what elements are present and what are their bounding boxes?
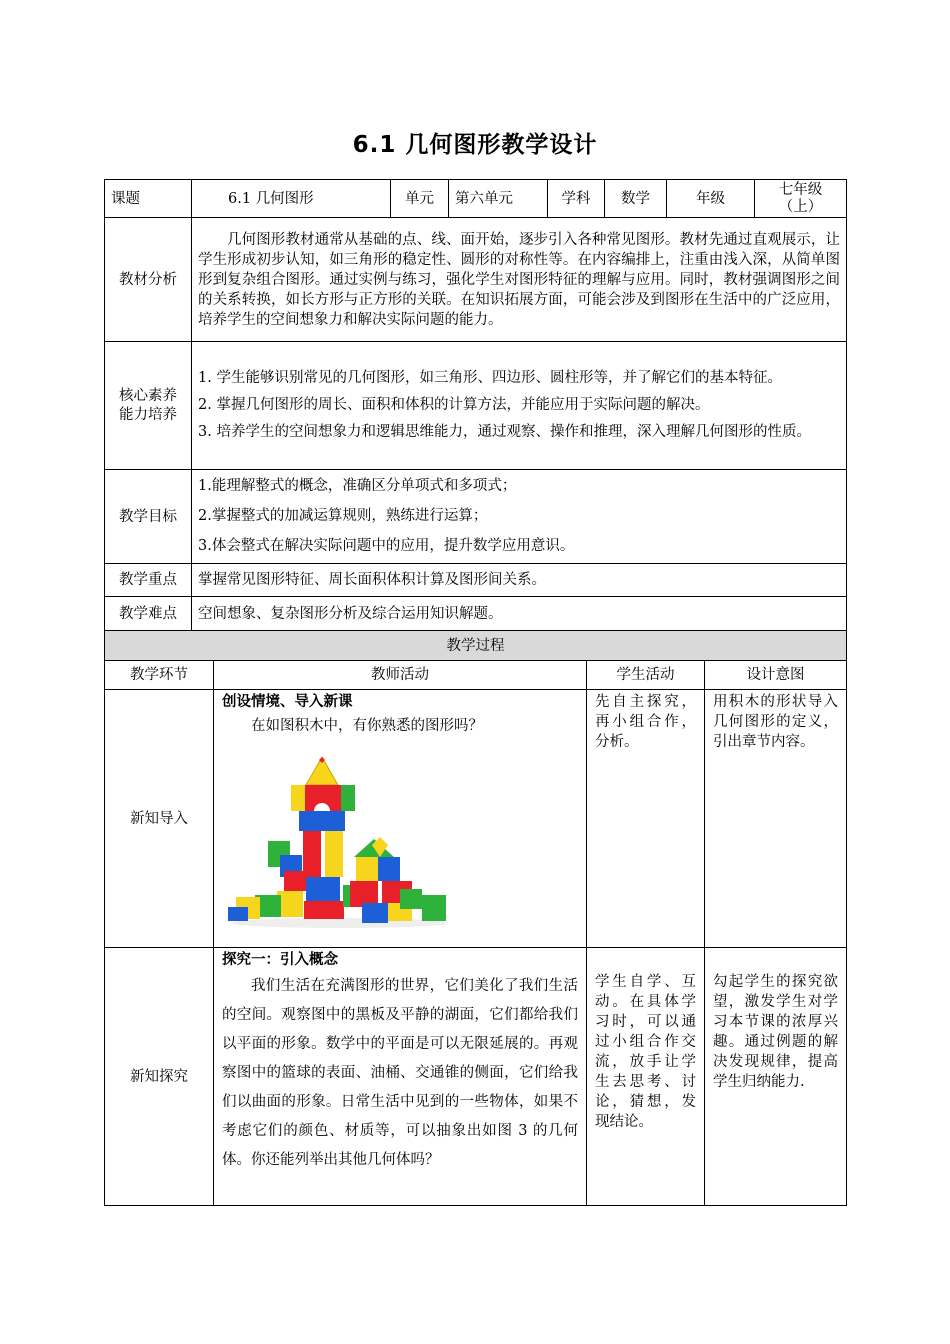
key-point-label: 教学重点 (105, 564, 192, 597)
core-item: 1. 学生能够识别常见的几何图形，如三角形、四边形、圆柱形等，并了解它们的基本特征。 (198, 370, 782, 386)
teacher-heading: 创设情境、导入新课 (222, 694, 353, 710)
goals-label: 教学目标 (105, 470, 192, 564)
stage-row-intro (105, 690, 847, 948)
stage-row-explore (105, 948, 847, 1206)
stage-label: 新知导入 (105, 690, 214, 948)
core-item: 3. 培养学生的空间想象力和逻辑思维能力，通过观察、操作和推理，深入理解几何图形的性质。 (198, 424, 811, 440)
difficulty-label: 教学难点 (105, 597, 192, 631)
topic-label: 课题 (105, 180, 192, 218)
key-point-row (105, 564, 847, 597)
goal-item: 2.掌握整式的加减运算规则，熟练进行运算； (198, 508, 488, 524)
design-intent: 用积木的形状导入几何图形的定义，引出章节内容。 (705, 690, 847, 948)
goal-item: 3.体会整式在解决实际问题中的应用，提升数学应用意识。 (198, 538, 575, 554)
teacher-text: 在如图积木中，有你熟悉的图形吗？ (251, 718, 483, 734)
analysis-row (105, 218, 847, 342)
process-title: 教学过程 (105, 631, 847, 661)
header-stage: 教学环节 (105, 661, 214, 690)
difficulty-text: 空间想象、复杂图形分析及综合运用知识解题。 (192, 597, 847, 631)
core-row (105, 342, 847, 470)
core-label: 核心素养能力培养 (105, 342, 192, 470)
unit-label: 单元 (391, 180, 449, 218)
key-point-text: 掌握常见图形特征、周长面积体积计算及图形间关系。 (192, 564, 847, 597)
analysis-label: 教材分析 (105, 218, 192, 342)
header-teacher: 教师活动 (214, 661, 587, 690)
goals-row (105, 470, 847, 564)
teacher-heading: 探究一：引入概念 (222, 952, 338, 968)
document-title: 6.1 几何图形教学设计 (352, 132, 598, 158)
teacher-text: 我们生活在充满图形的世界，它们美化了我们生活的空间。观察图中的黑板及平静的湖面，它们都给我们以平面的形象。数学中的平面是可以无限延展的。再观察图中的篮球的表面、油桶、交通锥的侧面，它们给我们以曲面的形象。日常生活中见到的一些物体，如果不考虑它们的颜色、材质等，可以抽象出如图 3 的几何体。你还能列举出其他几何体吗？ (222, 978, 578, 1168)
grade-label: 年级 (667, 180, 755, 218)
stage-label: 新知探究 (105, 948, 214, 1206)
building-blocks-image (222, 745, 452, 930)
student-activity: 先自主探究，再小组合作，分析。 (587, 690, 705, 948)
design-intent: 勾起学生的探究欲望，激发学生对学习本节课的浓厚兴趣。通过例题的解决发现规律，提高学生归纳能力. (705, 948, 847, 1206)
subject-label: 学科 (548, 180, 605, 218)
info-table (104, 179, 847, 631)
analysis-text: 几何图形教材通常从基础的点、线、面开始，逐步引入各种常见图形。教材先通过直观展示，让学生形成初步认知，如三角形的稳定性、圆形的对称性等。在内容编排上，注重由浅入深，从简单图形到复杂组合图形。通过实例与练习，强化学生对图形特征的理解与应用。同时，教材强调图形之间的关系转换，如长方形与正方形的关联。在知识拓展方面，可能会涉及到图形在生活中的广泛应用，培养学生的空间想象力和解决实际问题的能力。 (192, 218, 847, 342)
header-intent: 设计意图 (705, 661, 847, 690)
goal-item: 1.能理解整式的概念，准确区分单项式和多项式； (198, 478, 517, 494)
info-row (105, 180, 847, 218)
student-activity: 学生自学、互动。在具体学习时，可以通过小组合作交流，放手让学生去思考、讨论，猜想，发现结论。 (587, 948, 705, 1206)
process-header-row (105, 661, 847, 690)
topic-value: 6.1 几何图形 (192, 180, 391, 218)
header-student: 学生活动 (587, 661, 705, 690)
grade-value: 七年级（上） (755, 180, 847, 218)
unit-value: 第六单元 (449, 180, 548, 218)
process-table (104, 630, 847, 1206)
subject-value: 数学 (605, 180, 667, 218)
difficulty-row (105, 597, 847, 631)
core-item: 2. 掌握几何图形的周长、面积和体积的计算方法，并能应用于实际问题的解决。 (198, 397, 710, 413)
